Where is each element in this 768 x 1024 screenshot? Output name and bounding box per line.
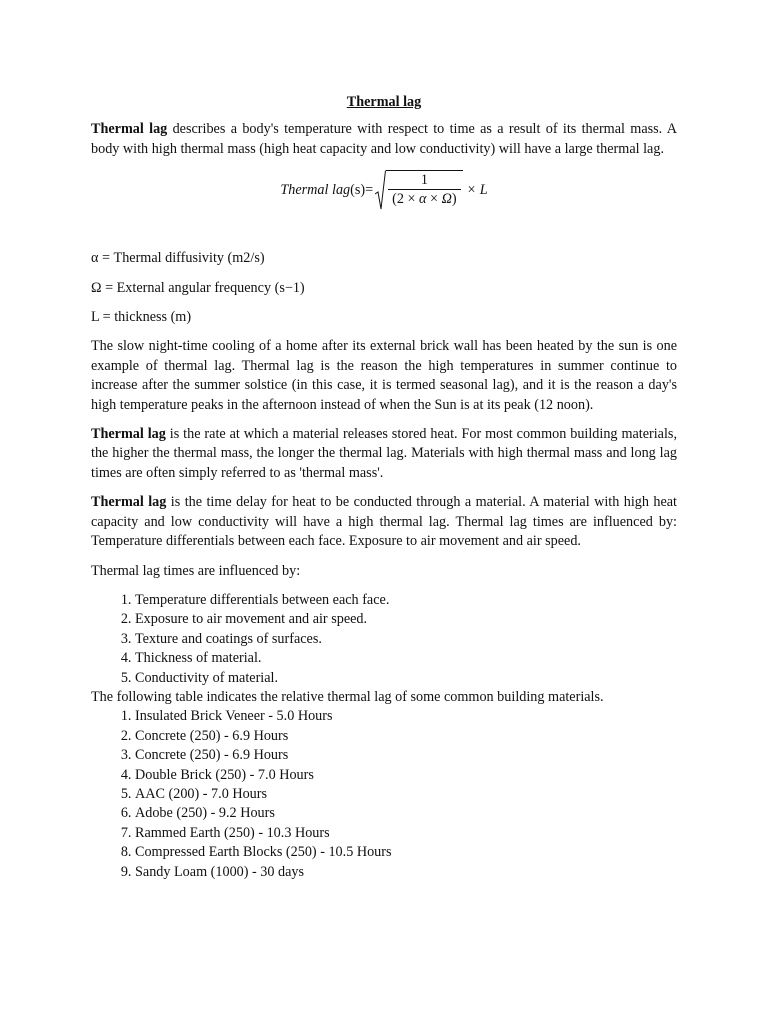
delay-paragraph <box>91 493 677 551</box>
list-item: 1. Insulated Brick Veneer - 5.0 Hours <box>135 707 677 726</box>
list-item: 3. Concrete (250) - 6.9 Hours <box>135 746 677 765</box>
list-item: 6. Adobe (250) - 9.2 Hours <box>135 804 677 823</box>
intro-text: describes a body's temperature with respect to time as a result of its thermal mass. A body with high thermal mass (high heat capacity and low conductivity) will have a large thermal lag. <box>91 121 677 157</box>
radical-sign-icon <box>375 170 386 210</box>
list-item: 8. Compressed Earth Blocks (250) - 10.5 Hours <box>135 843 677 862</box>
spacer <box>91 229 677 249</box>
list-item: 9. Sandy Loam (1000) - 30 days <box>135 863 677 882</box>
formula-rhs: × L <box>466 181 488 198</box>
influences-heading: Thermal lag times are influenced by: <box>91 562 301 579</box>
list-item: 2. Exposure to air movement and air speed. <box>135 610 677 629</box>
list-item: 7. Rammed Earth (250) - 10.3 Hours <box>135 824 677 843</box>
definition-thickness: L = thickness (m) <box>91 309 192 326</box>
list-item: 4. Thickness of material. <box>135 649 677 668</box>
denominator-open: (2 × <box>392 191 420 208</box>
radicand <box>386 170 462 210</box>
page-title: Thermal lag <box>346 94 422 110</box>
formula-lhs: Thermal lag <box>280 181 351 198</box>
fraction-denominator <box>388 189 460 208</box>
rate-text: is the rate at which a material releases stored heat. For most common building materials, the higher the thermal mass, the longer the thermal lag. Materials with high thermal mass and long lag times are often simply referred to as 'thermal mass'. <box>91 426 677 481</box>
delay-text: is the time delay for heat to be conducted through a material. A material with high heat capacity and low conductivity will have a high thermal lag. Thermal lag times are influenced by: Temperature differentials between each face. Exposure to air movement and air speed. <box>91 494 678 550</box>
fraction-numerator: 1 <box>420 172 428 189</box>
rate-paragraph <box>91 425 677 483</box>
list-item: 2. Concrete (250) - 6.9 Hours <box>135 727 677 746</box>
definition-omega: Ω = External angular frequency (s−1) <box>91 279 305 296</box>
table-intro: The following table indicates the relative thermal lag of some common building materials. <box>91 688 604 705</box>
document-body <box>91 93 677 882</box>
alpha-symbol: α <box>419 191 427 208</box>
omega-symbol: Ω <box>441 191 452 208</box>
influences-list <box>91 591 677 688</box>
fraction <box>388 172 460 208</box>
square-root <box>375 170 462 210</box>
materials-list <box>91 707 677 882</box>
list-item: 3. Texture and coatings of surfaces. <box>135 630 677 649</box>
intro-paragraph <box>91 120 677 159</box>
denominator-close: ) <box>451 191 457 208</box>
intro-term: Thermal lag <box>91 121 168 138</box>
denominator-times: × <box>426 191 442 208</box>
list-item: 5. AAC (200) - 7.0 Hours <box>135 785 677 804</box>
definition-alpha: α = Thermal diffusivity (m2/s) <box>91 250 265 267</box>
list-item: 5. Conductivity of material. <box>135 669 677 688</box>
list-item: 4. Double Brick (250) - 7.0 Hours <box>135 766 677 785</box>
delay-term: Thermal lag <box>91 494 167 511</box>
rate-term: Thermal lag <box>91 426 166 443</box>
list-item: 1. Temperature differentials between each face. <box>135 591 677 610</box>
example-paragraph: The slow night-time cooling of a home after its external brick wall has been heated by the sun is one example of thermal lag. Thermal lag is the reason the high temperatures in summer continue to increase after the summer solstice (in this case, it is termed seasonal lag), and it is the reason a day's high temperature peaks in the afternoon instead of when the Sun is at its peak (12 noon). <box>91 338 677 413</box>
formula-lhs-arg: (s)= <box>350 181 374 198</box>
thermal-lag-formula <box>91 161 677 219</box>
